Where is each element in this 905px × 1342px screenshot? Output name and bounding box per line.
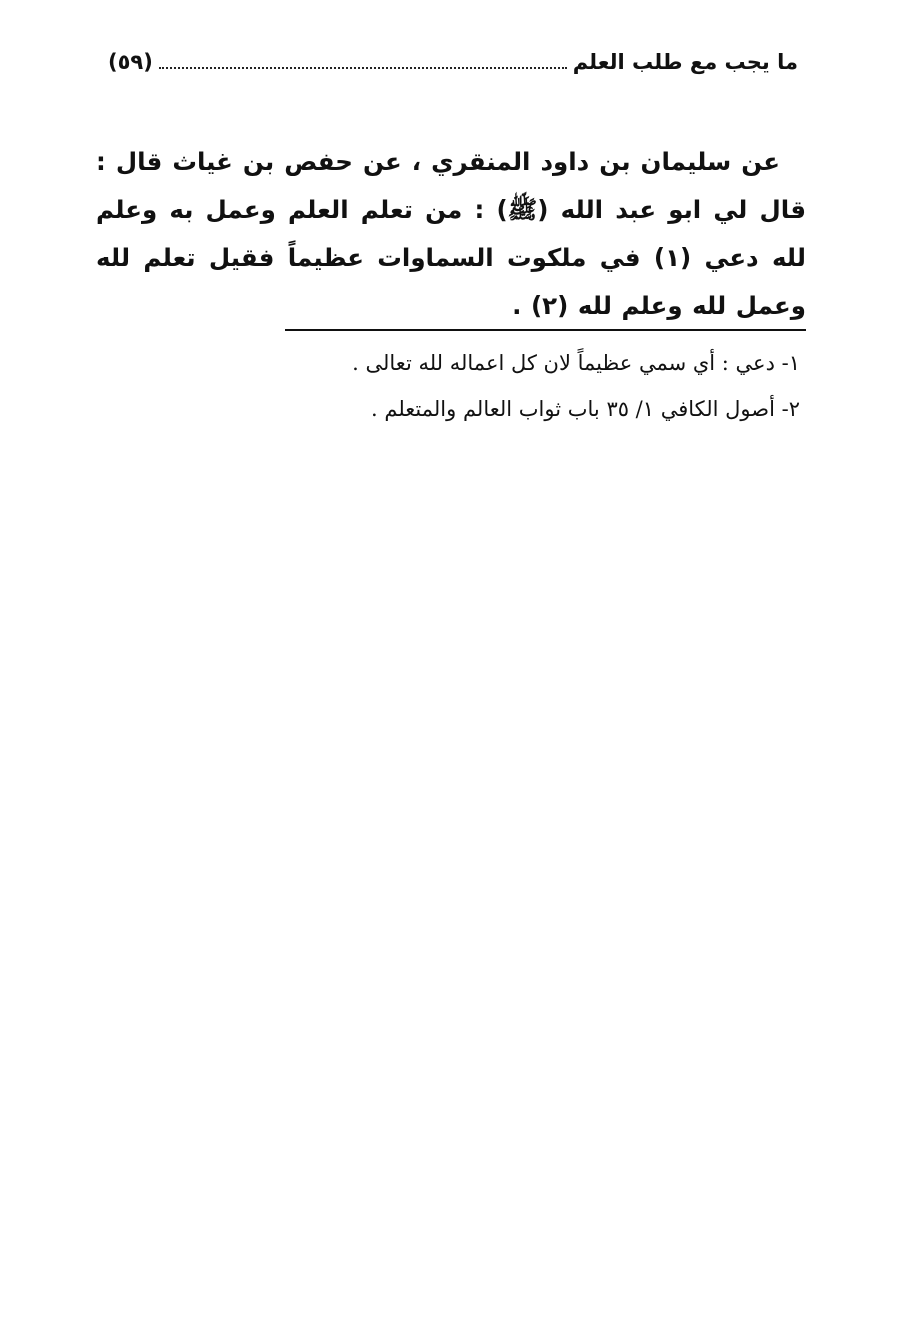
paragraph-text: عن سليمان بن داود المنقري ، عن حفص بن غياث قال : قال لي ابو عبد الله (ﷺ) : من تعلم العلم وعمل به وعلم لله دعي (١) في ملكوت السماوات عظيماً فقيل تعلم لله وعمل لله وعلم لله (٢) . [96, 147, 806, 320]
footnote-1: ١- دعي : أي سمي عظيماً لان كل اعماله لله تعالى . [352, 351, 800, 375]
main-paragraph [96, 138, 806, 330]
footnote-separator [285, 329, 806, 331]
running-header [108, 50, 798, 90]
footnote-2: ٢- أصول الكافي ١/ ٣٥ باب ثواب العالم والمتعلم . [371, 397, 800, 421]
page-number: (٥٩) [108, 50, 153, 74]
chapter-title: ما يجب مع طلب العلم [572, 50, 798, 74]
footnotes [200, 340, 800, 432]
leader-dots [159, 53, 567, 69]
